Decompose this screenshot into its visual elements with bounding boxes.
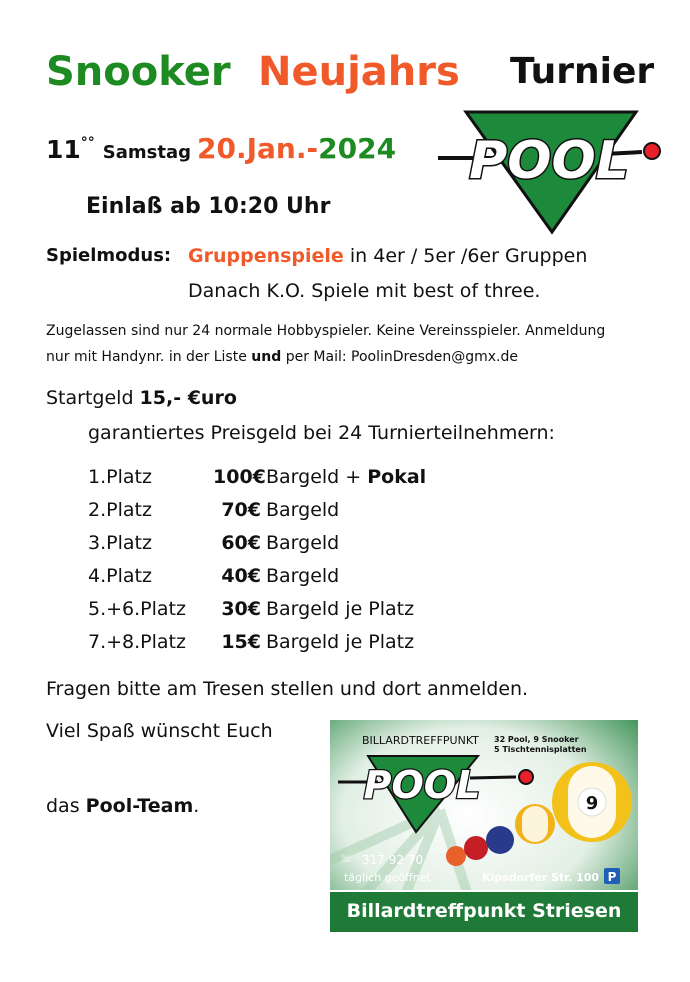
fee-amount: 15,- €uro [139, 387, 237, 409]
title-turnier: Turnier [510, 51, 655, 92]
prize-desc: Bargeld [266, 565, 340, 587]
prize-place: 1.Platz [88, 466, 152, 488]
billiard-venue-card [330, 720, 638, 932]
parking-icon-letter: P [607, 870, 617, 884]
prize-amount: 15€ [221, 631, 261, 653]
prize-place: 4.Platz [88, 565, 152, 587]
mode-highlight: Gruppenspiele [188, 245, 344, 267]
mode-line2: Danach K.O. Spiele mit best of three. [188, 280, 541, 302]
card-phone-icon: ☏ [340, 852, 354, 865]
ball-blue [486, 826, 514, 854]
card-address: Kipsdorfer Str. 100 [482, 871, 600, 884]
date-day: 11 [46, 135, 81, 164]
date-orange: 20.Jan.- [197, 132, 319, 165]
card-logo-ball [519, 770, 533, 784]
note-line1: Zugelassen sind nur 24 normale Hobbyspieler. Keine Vereinsspieler. Anmeldung [46, 323, 606, 339]
signoff-team: Pool-Team [85, 795, 194, 817]
pool-logo [436, 106, 662, 240]
note-line2 [46, 344, 656, 370]
entry-time: Einlaß ab 10:20 Uhr [86, 194, 331, 219]
prize-amount: 100€ [213, 466, 266, 488]
title-snooker: Snooker [46, 49, 231, 95]
prize-amount: 70€ [221, 499, 261, 521]
entry-fee [46, 387, 237, 409]
logo-text: POOL [469, 131, 629, 191]
card-logo-text: POOL [363, 763, 481, 807]
note-line2-a: nur mit Handynr. in der Liste [46, 349, 252, 365]
signoff-text [46, 795, 199, 817]
prize-desc: Bargeld je Platz [266, 598, 415, 620]
admission-note [46, 318, 656, 370]
prize-desc: Bargeld [266, 499, 340, 521]
mode-label: Spielmodus: [46, 245, 172, 266]
date-sup: °° [80, 135, 95, 151]
card-info1: 32 Pool, 9 Snooker [494, 735, 579, 744]
prize-place: 7.+8.Platz [88, 631, 186, 653]
card-hours: täglich geöffnet [344, 871, 431, 884]
prize-desc: Bargeld [266, 532, 340, 554]
card-banner-line [330, 890, 638, 892]
prize-amount: 30€ [221, 598, 261, 620]
card-banner-text: Billardtreffpunkt Striesen [346, 900, 622, 922]
ball-small-2 [464, 836, 488, 860]
prize-place: 5.+6.Platz [88, 598, 186, 620]
signoff-suffix: . [193, 795, 200, 817]
note-line2-b: per Mail: PoolinDresden@gmx.de [281, 349, 519, 365]
date-weekday: Samstag [102, 142, 192, 163]
prize-amount: 40€ [221, 565, 261, 587]
mode-line1 [188, 245, 587, 267]
closing-text: Viel Spaß wünscht Euch [46, 720, 273, 742]
card-phone: 317 92 70 [362, 853, 424, 867]
prize-desc: Bargeld + Pokal [266, 466, 427, 488]
prize-amount: 60€ [221, 532, 261, 554]
note-line2-bold: und [251, 349, 282, 365]
prize-desc: Bargeld je Platz [266, 631, 415, 653]
prize-place: 2.Platz [88, 499, 152, 521]
title-neujahrs: Neujahrs [258, 49, 460, 95]
guarantee-text: garantiertes Preisgeld bei 24 Turnierteilnehmern: [88, 422, 555, 444]
mode-line1-rest: in 4er / 5er /6er Gruppen [343, 245, 588, 267]
date-year: 2024 [318, 132, 397, 165]
card-top-title: BILLARDTREFFPUNKT [362, 734, 479, 747]
ball-small-1 [446, 846, 466, 866]
card-info2: 5 Tischtennisplatten [494, 745, 587, 754]
questions-text: Fragen bitte am Tresen stellen und dort anmelden. [46, 678, 529, 700]
fee-label: Startgeld [46, 387, 140, 409]
signoff-prefix: das [46, 795, 86, 817]
logo-ball [644, 143, 660, 159]
ball-stripe-mid [522, 806, 548, 842]
ball-nine-number: 9 [585, 793, 599, 814]
prize-place: 3.Platz [88, 532, 152, 554]
date-line [46, 132, 396, 165]
